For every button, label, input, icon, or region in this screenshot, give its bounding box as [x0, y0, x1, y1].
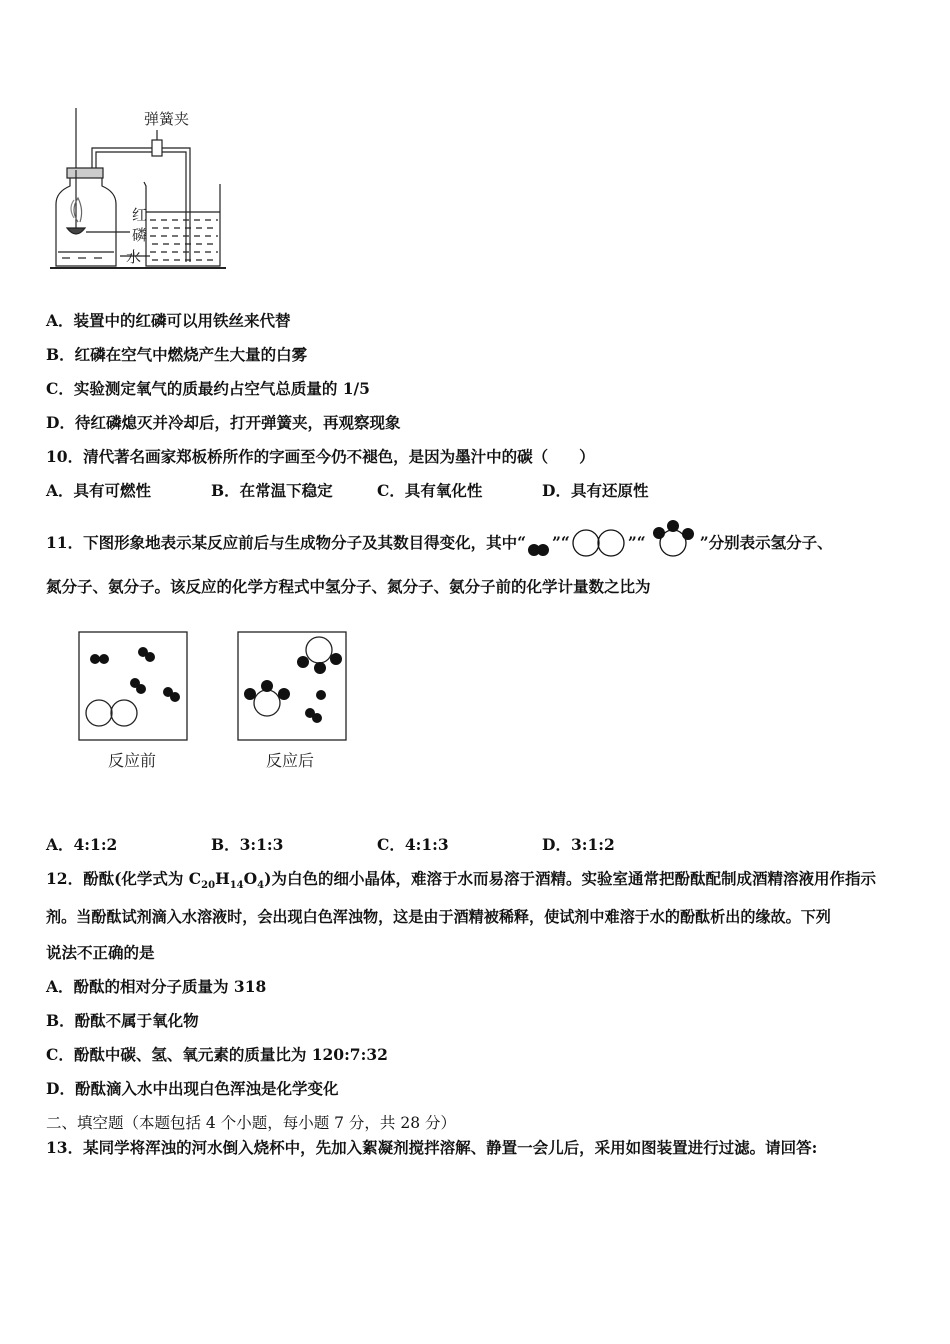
q11-stem-part3: ”“ — [627, 533, 646, 552]
q11-option-a: A．4:1:2 — [46, 835, 118, 854]
reaction-after-box — [237, 631, 347, 743]
reaction-before-drawing — [78, 631, 188, 743]
section2-title: 二、填空题（本题包括 4 个小题，每小题 7 分，共 28 分） — [46, 1114, 457, 1132]
q10-option-b: B．在常温下稳定 — [211, 481, 333, 500]
q9-option-b: B．红磷在空气中燃烧产生大量的白雾 — [46, 345, 308, 364]
clip-label: 弹簧夹 — [144, 110, 190, 128]
q11-stem-line2: 氮分子、氨分子。该反应的化学方程式中氢分子、氮分子、氨分子前的化学计量数之比为 — [46, 577, 651, 596]
q11-stem-line1 — [46, 527, 833, 559]
reaction-after-drawing — [237, 631, 347, 743]
ammonia-molecule-icon — [646, 519, 700, 559]
q11-option-d: D．3:1:2 — [542, 835, 615, 854]
q12-sub-c: 20 — [201, 880, 216, 892]
water-label: 水 — [126, 248, 142, 266]
q13-stem: 13．某同学将浑浊的河水倒入烧杯中，先加入絮凝剂搅拌溶解、静置一会儿后，采用如图装置进行过滤。请回答: — [46, 1138, 818, 1157]
q12-line1-a: 12．酚酞(化学式为 C — [46, 869, 202, 888]
q12-option-c: C．酚酞中碳、氢、氧元素的质量比为 120:7:32 — [46, 1045, 388, 1064]
reaction-before-box — [78, 631, 188, 743]
nitrogen-molecule-icon — [570, 528, 628, 558]
q12-option-b: B．酚酞不属于氧化物 — [46, 1011, 199, 1030]
apparatus-figure — [40, 100, 240, 275]
q9-option-a: A．装置中的红磷可以用铁丝来代替 — [46, 311, 291, 330]
reaction-after-label: 反应后 — [266, 751, 315, 770]
q12-o: O — [243, 869, 258, 888]
q10-option-c: C．具有氧化性 — [377, 481, 483, 500]
q12-option-d: D．酚酞滴入水中出现白色浑浊是化学变化 — [46, 1079, 339, 1098]
q11-stem-part1: 11．下图形象地表示某反应前后与生成物分子及其数目得变化，其中“ — [46, 533, 526, 552]
q11-stem-part4: ”分别表示氢分子、 — [699, 533, 833, 552]
reaction-before-label: 反应前 — [108, 751, 157, 770]
phosphorus-label-2: 磷 — [132, 226, 148, 244]
phosphorus-label-1: 红 — [132, 206, 148, 224]
q12-sub-o: 4 — [257, 880, 265, 892]
q10-stem: 10．清代著名画家郑板桥所作的字画至今仍不褪色，是因为墨汁中的碳（ ） — [46, 447, 595, 466]
q9-option-c: C．实验测定氧气的质最约占空气总质量的 1/5 — [46, 379, 370, 398]
q9-option-d: D．待红磷熄灭并冷却后，打开弹簧夹，再观察现象 — [46, 413, 401, 432]
q11-option-c: C．4:1:3 — [377, 835, 449, 854]
q11-option-b: B．3:1:3 — [211, 835, 284, 854]
q12-option-a: A．酚酞的相对分子质量为 318 — [46, 977, 267, 996]
q12-line1 — [46, 869, 876, 896]
q12-line3: 说法不正确的是 — [46, 943, 155, 962]
q12-line1-b: )为白色的细小晶体，难溶于水而易溶于酒精。实验室通常把酚酞配制成酒精溶液用作指示 — [264, 869, 876, 888]
q11-stem-part2: ”“ — [552, 533, 570, 552]
hydrogen-molecule-icon — [526, 538, 552, 558]
q12-line2: 剂。当酚酞试剂滴入水溶液时，会出现白色浑浊物，这是由于酒精被稀释，使试剂中难溶于水的酚酞析出的缘故。下列 — [46, 908, 831, 926]
q12-sub-h: 14 — [229, 880, 244, 892]
q12-h: H — [215, 869, 230, 888]
q10-option-d: D．具有还原性 — [542, 481, 649, 500]
q10-option-a: A．具有可燃性 — [46, 481, 152, 500]
